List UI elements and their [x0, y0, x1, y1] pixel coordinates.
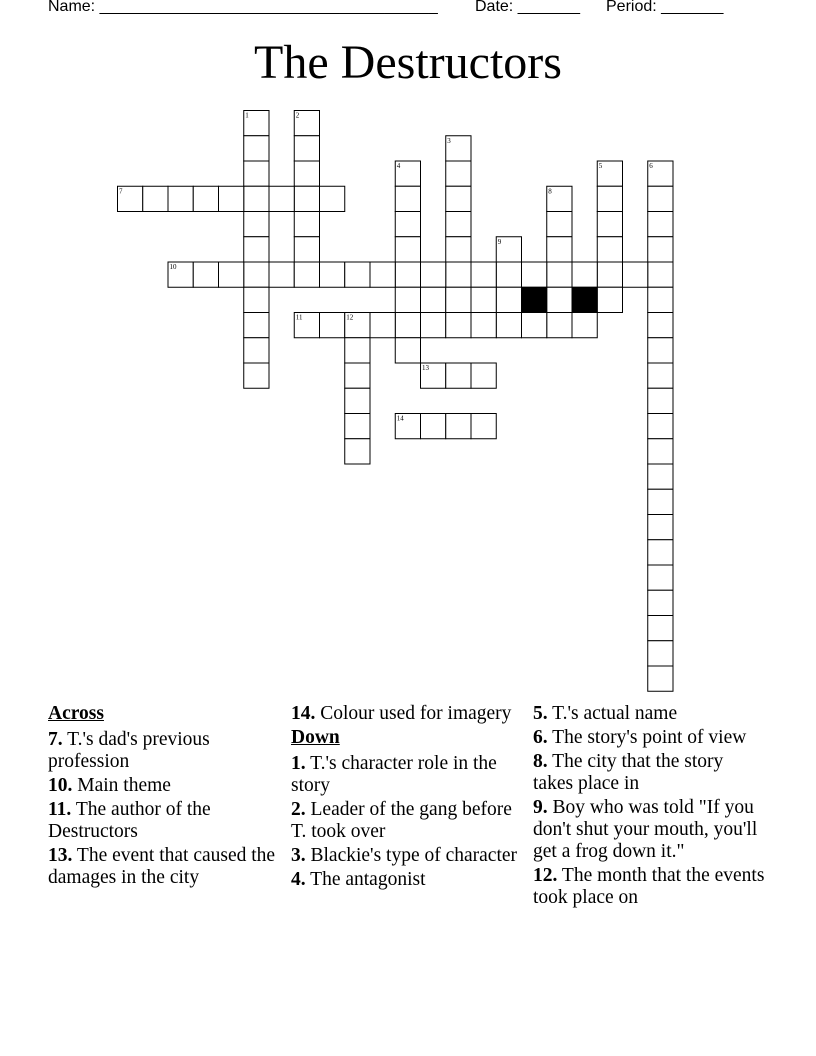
clue-number: 5 — [598, 162, 603, 170]
grid-cell[interactable] — [648, 262, 673, 287]
name-field[interactable]: Name: ______________________________________ — [48, 0, 438, 15]
grid-cell[interactable] — [294, 186, 319, 211]
clue-across-10: 10. Main theme — [48, 775, 171, 796]
grid-cell[interactable] — [648, 590, 673, 615]
clue-number: 4 — [396, 162, 401, 170]
clue-number: 2 — [295, 111, 300, 120]
grid-cell[interactable] — [219, 262, 244, 287]
grid-cell[interactable] — [446, 161, 471, 186]
grid-cell[interactable] — [446, 212, 471, 237]
grid-cell[interactable] — [320, 262, 345, 287]
grid-cell[interactable] — [446, 363, 471, 388]
clue-number: 6 — [649, 162, 653, 170]
grid-cell[interactable] — [446, 287, 471, 312]
down-heading: Down — [291, 727, 340, 748]
grid-cell[interactable] — [395, 313, 420, 338]
clue-number: 8 — [548, 187, 552, 196]
clue-down-5: 5. T.'s actual name — [533, 703, 678, 724]
clue-across-11: 11. The author of the Destructors — [48, 799, 211, 842]
grid-cell[interactable] — [547, 212, 572, 237]
grid-cell[interactable] — [269, 186, 294, 211]
grid-cell[interactable] — [345, 439, 370, 464]
grid-cell[interactable] — [648, 464, 673, 489]
page-title: The Destructors — [254, 36, 562, 89]
grid-cell[interactable] — [648, 338, 673, 363]
grid-cell[interactable] — [421, 287, 446, 312]
grid-cell[interactable] — [320, 186, 345, 211]
grid-cell[interactable] — [572, 262, 597, 287]
grid-cell[interactable] — [648, 287, 673, 312]
clue-down-3: 3. Blackie's type of character — [291, 845, 518, 866]
grid-cell[interactable] — [496, 287, 521, 312]
grid-cell[interactable] — [496, 262, 521, 287]
clue-number: 12 — [346, 313, 354, 322]
clue-across-14: 14. Colour used for imagery — [291, 703, 512, 724]
period-field[interactable]: Period: _______ — [606, 0, 724, 15]
grid-cell[interactable] — [244, 313, 269, 338]
grid-cell[interactable] — [294, 136, 319, 161]
clue-down-12: 12. The month that the events took place on — [533, 865, 765, 908]
grid-cell[interactable] — [395, 287, 420, 312]
grid-cell[interactable] — [446, 186, 471, 211]
grid-cell[interactable] — [597, 237, 622, 262]
grid-cell[interactable] — [547, 262, 572, 287]
grid-cell[interactable] — [597, 212, 622, 237]
clue-number: 7 — [119, 187, 123, 196]
grid-cell[interactable] — [395, 186, 420, 211]
grid-cell[interactable] — [547, 313, 572, 338]
clue-column-2 — [291, 703, 523, 893]
grid-cell[interactable] — [370, 313, 395, 338]
grid-cell[interactable] — [269, 262, 294, 287]
grid-cell[interactable] — [345, 338, 370, 363]
clue-number: 1 — [245, 111, 249, 120]
grid-cell[interactable] — [597, 287, 622, 312]
black-cell — [572, 287, 597, 312]
grid-cell[interactable] — [648, 666, 673, 691]
clue-number: 9 — [497, 237, 502, 246]
grid-cell[interactable] — [446, 414, 471, 439]
grid-cell[interactable] — [446, 313, 471, 338]
clue-down-2: 2. Leader of the gang before T. took over — [291, 799, 512, 842]
grid-cell[interactable] — [294, 237, 319, 262]
black-cell — [522, 287, 547, 312]
grid-cell[interactable] — [623, 262, 648, 287]
grid-cell[interactable] — [244, 212, 269, 237]
grid-cell[interactable] — [648, 540, 673, 565]
grid-cell[interactable] — [395, 237, 420, 262]
grid-cell[interactable] — [446, 262, 471, 287]
grid-cell[interactable] — [143, 186, 168, 211]
grid-cell[interactable] — [244, 237, 269, 262]
clue-down-1: 1. T.'s character role in the story — [291, 753, 497, 796]
grid-cell[interactable] — [471, 287, 496, 312]
grid-cell[interactable] — [320, 313, 345, 338]
grid-cell[interactable] — [496, 313, 521, 338]
grid-cell[interactable] — [648, 414, 673, 439]
clue-down-8: 8. The city that the story takes place in — [533, 751, 724, 794]
grid-cell[interactable] — [395, 262, 420, 287]
grid-cell[interactable] — [648, 313, 673, 338]
clue-down-4: 4. The antagonist — [291, 869, 426, 890]
grid-cell[interactable] — [648, 363, 673, 388]
grid-cell[interactable] — [345, 262, 370, 287]
grid-cell[interactable] — [244, 136, 269, 161]
grid-cell[interactable] — [421, 313, 446, 338]
grid-cell[interactable] — [193, 262, 218, 287]
grid-cell[interactable] — [193, 186, 218, 211]
grid-cell[interactable] — [294, 161, 319, 186]
grid-cell[interactable] — [294, 262, 319, 287]
grid-cell[interactable] — [244, 338, 269, 363]
clue-number: 10 — [169, 263, 177, 271]
grid-cell[interactable] — [648, 565, 673, 590]
across-heading: Across — [48, 703, 104, 724]
clue-number: 14 — [396, 414, 404, 423]
grid-cell[interactable] — [547, 287, 572, 312]
grid-cell[interactable] — [648, 616, 673, 641]
grid-cell[interactable] — [244, 186, 269, 211]
grid-cell[interactable] — [395, 212, 420, 237]
grid-cell[interactable] — [572, 313, 597, 338]
grid-cell[interactable] — [648, 388, 673, 413]
clue-down-6: 6. The story's point of view — [533, 727, 747, 748]
grid-cell[interactable] — [597, 186, 622, 211]
grid-cell[interactable] — [547, 237, 572, 262]
grid-cell[interactable] — [345, 414, 370, 439]
grid-cell[interactable] — [471, 363, 496, 388]
grid-cell[interactable] — [471, 414, 496, 439]
clue-column-1 — [48, 703, 280, 891]
clue-column-3 — [533, 703, 765, 911]
grid-cell[interactable] — [168, 186, 193, 211]
grid-cell[interactable] — [648, 515, 673, 540]
grid-cell[interactable] — [648, 212, 673, 237]
grid-cell[interactable] — [244, 262, 269, 287]
grid-cell[interactable] — [244, 363, 269, 388]
date-field[interactable]: Date: _______ — [475, 0, 580, 15]
clue-across-7: 7. T.'s dad's previous profession — [48, 729, 210, 772]
clue-number: 13 — [422, 364, 429, 372]
grid-cell[interactable] — [471, 262, 496, 287]
grid-cell[interactable] — [294, 212, 319, 237]
clue-number: 11 — [295, 313, 303, 322]
grid-cell[interactable] — [395, 338, 420, 363]
grid-cell[interactable] — [522, 262, 547, 287]
grid-cell[interactable] — [219, 186, 244, 211]
clue-number: 3 — [447, 136, 451, 145]
grid-cell[interactable] — [648, 641, 673, 666]
grid-cell[interactable] — [244, 161, 269, 186]
grid-cell[interactable] — [370, 262, 395, 287]
grid-cell[interactable] — [345, 388, 370, 413]
grid-cell[interactable] — [446, 237, 471, 262]
grid-cell[interactable] — [522, 313, 547, 338]
grid-cell[interactable] — [345, 363, 370, 388]
grid-cell[interactable] — [244, 287, 269, 312]
grid-cell[interactable] — [421, 414, 446, 439]
grid-cell[interactable] — [648, 489, 673, 514]
grid-cell[interactable] — [648, 439, 673, 464]
clue-down-9: 9. Boy who was told "If you don't shut your mouth, you'll get a frog down it." — [533, 797, 758, 862]
grid-cell[interactable] — [597, 262, 622, 287]
clue-across-13: 13. The event that caused the damages in the city — [48, 845, 276, 888]
grid-cell[interactable] — [421, 262, 446, 287]
grid-cell[interactable] — [648, 237, 673, 262]
grid-cell[interactable] — [471, 313, 496, 338]
grid-cell[interactable] — [648, 186, 673, 211]
